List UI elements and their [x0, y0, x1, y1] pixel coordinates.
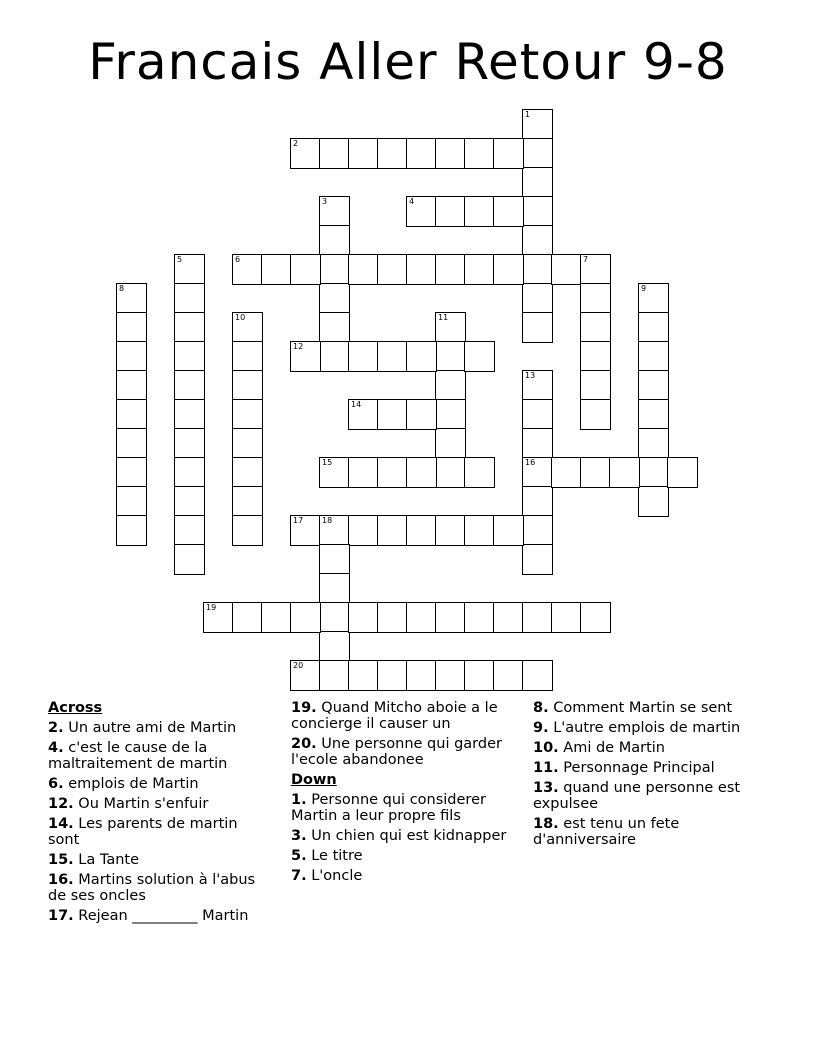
across-heading: Across	[48, 700, 103, 716]
down-clue	[533, 760, 773, 776]
clue-number: 10.	[533, 740, 559, 756]
grid-cell[interactable]	[175, 284, 204, 313]
grid-cell[interactable]	[523, 226, 552, 255]
clue-number: 8.	[533, 700, 549, 716]
down-clue	[291, 828, 516, 844]
grid-cell[interactable]	[494, 516, 523, 545]
grid-cell[interactable]	[436, 139, 465, 168]
grid-cell[interactable]	[639, 458, 668, 487]
down-clue	[533, 816, 773, 848]
down-clue	[291, 792, 516, 824]
grid-cell[interactable]	[320, 574, 349, 603]
grid-cell[interactable]	[639, 284, 668, 313]
grid-cell[interactable]	[465, 458, 494, 487]
grid-cell[interactable]	[117, 516, 146, 545]
grid-cell[interactable]	[233, 603, 262, 632]
grid-cell[interactable]	[349, 139, 378, 168]
grid-cell[interactable]	[175, 313, 204, 342]
cell-number: 20	[293, 661, 304, 670]
grid-cell[interactable]	[320, 139, 349, 168]
grid-cell[interactable]	[407, 197, 436, 226]
grid-cell[interactable]	[436, 371, 465, 400]
grid-cell[interactable]	[523, 487, 552, 516]
grid-cell[interactable]	[494, 139, 523, 168]
across-clue	[48, 872, 273, 904]
grid-cell[interactable]	[175, 255, 204, 284]
grid-cell[interactable]	[465, 516, 494, 545]
grid-cell[interactable]	[117, 313, 146, 342]
grid-cell[interactable]	[523, 255, 552, 284]
grid-cell[interactable]	[204, 603, 233, 632]
grid-cell[interactable]	[436, 342, 465, 371]
grid-cell[interactable]	[407, 603, 436, 632]
cell-number: 3	[322, 197, 328, 206]
grid-cell[interactable]	[291, 342, 320, 371]
grid-cell[interactable]	[117, 371, 146, 400]
grid-cell[interactable]	[233, 342, 262, 371]
grid-cell[interactable]	[291, 603, 320, 632]
grid-cell[interactable]	[349, 661, 378, 690]
clue-number: 3.	[291, 828, 307, 844]
clue-number: 16.	[48, 872, 74, 888]
grid-cell[interactable]	[175, 545, 204, 574]
clue-number: 9.	[533, 720, 549, 736]
cell-number: 11	[438, 313, 449, 322]
grid-cell[interactable]	[233, 371, 262, 400]
grid-cell[interactable]	[320, 255, 349, 284]
grid-cell[interactable]	[523, 197, 552, 226]
grid-cell[interactable]	[233, 313, 262, 342]
clues-column-2	[291, 700, 516, 888]
grid-cell[interactable]	[349, 255, 378, 284]
grid-cell[interactable]	[465, 661, 494, 690]
grid-cell[interactable]	[407, 342, 436, 371]
grid-cell[interactable]	[639, 429, 668, 458]
grid-cell[interactable]	[175, 400, 204, 429]
grid-cell[interactable]	[581, 284, 610, 313]
clue-text: quand une personne est expulsee	[533, 780, 741, 812]
clue-number: 4.	[48, 740, 64, 756]
grid-cell[interactable]	[233, 400, 262, 429]
clue-number: 7.	[291, 868, 307, 884]
grid-cell[interactable]	[320, 632, 349, 661]
cell-number: 6	[235, 255, 241, 264]
grid-cell[interactable]	[320, 313, 349, 342]
grid-cell[interactable]	[320, 516, 349, 545]
grid-cell[interactable]	[378, 661, 407, 690]
grid-cell[interactable]	[465, 342, 494, 371]
grid-cell[interactable]	[465, 139, 494, 168]
clue-number: 1.	[291, 792, 307, 808]
clue-text: Ou Martin s'enfuir	[73, 796, 209, 812]
across-clue	[48, 720, 273, 736]
clue-text: Martins solution à l'abus de ses oncles	[48, 872, 256, 904]
across-clue	[291, 736, 516, 768]
clue-number: 2.	[48, 720, 64, 736]
clue-number: 20.	[291, 736, 317, 752]
down-clue	[291, 848, 516, 864]
down-clue	[533, 780, 773, 812]
clue-number: 15.	[48, 852, 74, 868]
grid-cell[interactable]	[291, 255, 320, 284]
clue-number: 19.	[291, 700, 317, 716]
grid-cell[interactable]	[407, 458, 436, 487]
clue-text: est tenu un fete d'anniversaire	[533, 816, 680, 848]
clue-text: L'autre emplois de martin	[548, 720, 741, 736]
grid-cell[interactable]	[436, 255, 465, 284]
grid-cell[interactable]	[291, 139, 320, 168]
grid-cell[interactable]	[523, 139, 552, 168]
grid-cell[interactable]	[175, 487, 204, 516]
grid-cell[interactable]	[378, 603, 407, 632]
clue-text: Comment Martin se sent	[548, 700, 733, 716]
clue-number: 12.	[48, 796, 74, 812]
cell-number: 15	[322, 458, 333, 467]
clue-text: Quand Mitcho aboie a le concierge il causer un	[291, 700, 498, 732]
grid-cell[interactable]	[378, 458, 407, 487]
clue-number: 5.	[291, 848, 307, 864]
grid-cell[interactable]	[407, 139, 436, 168]
grid-cell[interactable]	[378, 139, 407, 168]
clue-text: emplois de Martin	[63, 776, 199, 792]
grid-cell[interactable]	[436, 400, 465, 429]
grid-cell[interactable]	[523, 516, 552, 545]
grid-cell[interactable]	[552, 255, 581, 284]
grid-cell[interactable]	[436, 197, 465, 226]
grid-cell[interactable]	[465, 255, 494, 284]
page-title: Francais Aller Retour 9-8	[88, 33, 728, 91]
clue-number: 6.	[48, 776, 64, 792]
grid-cell[interactable]	[523, 400, 552, 429]
cell-number: 17	[293, 516, 304, 525]
grid-cell[interactable]	[233, 255, 262, 284]
down-clue	[291, 868, 516, 884]
clue-number: 14.	[48, 816, 74, 832]
grid-cell[interactable]	[349, 342, 378, 371]
cell-number: 12	[293, 342, 304, 351]
cell-number: 4	[409, 197, 415, 206]
grid-cell[interactable]	[523, 313, 552, 342]
grid-cell[interactable]	[639, 342, 668, 371]
cell-number: 16	[525, 458, 536, 467]
cell-number: 7	[583, 255, 589, 264]
grid-cell[interactable]	[175, 429, 204, 458]
grid-cell[interactable]	[523, 371, 552, 400]
across-clue	[48, 816, 273, 848]
down-heading: Down	[291, 772, 337, 788]
grid-cell[interactable]	[523, 168, 552, 197]
grid-cell[interactable]	[349, 516, 378, 545]
grid-cell[interactable]	[581, 342, 610, 371]
cell-number: 1	[525, 110, 531, 119]
grid-cell[interactable]	[378, 516, 407, 545]
across-clue	[48, 908, 273, 924]
grid-cell[interactable]	[523, 661, 552, 690]
clue-text: Une personne qui garder l'ecole abandonee	[291, 736, 502, 768]
grid-cell[interactable]	[320, 545, 349, 574]
grid-cell[interactable]	[436, 429, 465, 458]
clue-text: La Tante	[73, 852, 140, 868]
grid-cell[interactable]	[523, 110, 552, 139]
down-clue	[533, 700, 773, 716]
clue-text: Personne qui considerer Martin a leur propre fils	[291, 792, 486, 824]
grid-cell[interactable]	[407, 516, 436, 545]
clue-text: Rejean _________ Martin	[73, 908, 249, 924]
cell-number: 10	[235, 313, 246, 322]
grid-cell[interactable]	[233, 516, 262, 545]
grid-cell[interactable]	[349, 400, 378, 429]
grid-cell[interactable]	[494, 197, 523, 226]
grid-cell[interactable]	[552, 603, 581, 632]
clues-column-1	[48, 700, 273, 928]
grid-cell[interactable]	[320, 458, 349, 487]
cell-number: 18	[322, 516, 333, 525]
clue-text: Un chien qui est kidnapper	[306, 828, 507, 844]
grid-cell[interactable]	[233, 487, 262, 516]
grid-cell[interactable]	[378, 400, 407, 429]
grid-cell[interactable]	[523, 429, 552, 458]
grid-cell[interactable]	[117, 284, 146, 313]
clue-number: 11.	[533, 760, 559, 776]
clue-number: 13.	[533, 780, 559, 796]
grid-cell[interactable]	[523, 458, 552, 487]
grid-cell[interactable]	[581, 603, 610, 632]
grid-cell[interactable]	[349, 603, 378, 632]
grid-cell[interactable]	[320, 661, 349, 690]
grid-cell[interactable]	[436, 516, 465, 545]
grid-cell[interactable]	[291, 661, 320, 690]
grid-cell[interactable]	[436, 458, 465, 487]
grid-cell[interactable]	[523, 284, 552, 313]
grid-cell[interactable]	[552, 458, 581, 487]
grid-cell[interactable]	[320, 197, 349, 226]
clue-text: c'est le cause de la maltraitement de martin	[48, 740, 228, 772]
grid-cell[interactable]	[465, 603, 494, 632]
grid-cell[interactable]	[291, 516, 320, 545]
cell-number: 13	[525, 371, 536, 380]
grid-cell[interactable]	[349, 458, 378, 487]
grid-cell[interactable]	[175, 458, 204, 487]
grid-cell[interactable]	[262, 255, 291, 284]
grid-cell[interactable]	[494, 661, 523, 690]
grid-cell[interactable]	[320, 342, 349, 371]
grid-cell[interactable]	[117, 487, 146, 516]
grid-cell[interactable]	[175, 371, 204, 400]
grid-cell[interactable]	[320, 603, 349, 632]
cell-number: 14	[351, 400, 362, 409]
clue-text: Les parents de martin sont	[48, 816, 238, 848]
cell-number: 9	[641, 284, 647, 293]
cell-number: 2	[293, 139, 299, 148]
cell-number: 19	[206, 603, 217, 612]
grid-cell[interactable]	[436, 603, 465, 632]
grid-cell[interactable]	[117, 342, 146, 371]
clue-number: 17.	[48, 908, 74, 924]
grid-cell[interactable]	[262, 603, 291, 632]
grid-cell[interactable]	[378, 342, 407, 371]
clue-number: 18.	[533, 816, 559, 832]
across-clue	[48, 776, 273, 792]
grid-cell[interactable]	[320, 284, 349, 313]
cell-number: 8	[119, 284, 125, 293]
grid-cell[interactable]	[523, 545, 552, 574]
clue-text: Ami de Martin	[558, 740, 665, 756]
grid-cell[interactable]	[639, 371, 668, 400]
clue-text: L'oncle	[306, 868, 363, 884]
grid-cell[interactable]	[117, 429, 146, 458]
grid-cell[interactable]	[581, 313, 610, 342]
grid-cell[interactable]	[436, 661, 465, 690]
grid-cell[interactable]	[610, 458, 639, 487]
grid-cell[interactable]	[407, 400, 436, 429]
across-clue	[291, 700, 516, 732]
clue-text: Un autre ami de Martin	[63, 720, 237, 736]
grid-cell[interactable]	[523, 603, 552, 632]
grid-cell[interactable]	[175, 516, 204, 545]
grid-cell[interactable]	[233, 458, 262, 487]
grid-cell[interactable]	[117, 400, 146, 429]
down-clue	[533, 740, 773, 756]
grid-cell[interactable]	[436, 313, 465, 342]
clue-text: Le titre	[306, 848, 363, 864]
grid-cell[interactable]	[639, 487, 668, 516]
grid-cell[interactable]	[668, 458, 697, 487]
clue-text: Personnage Principal	[558, 760, 715, 776]
grid-cell[interactable]	[175, 342, 204, 371]
grid-cell[interactable]	[320, 226, 349, 255]
grid-cell[interactable]	[494, 255, 523, 284]
across-clue	[48, 852, 273, 868]
grid-cell[interactable]	[581, 400, 610, 429]
grid-cell[interactable]	[581, 255, 610, 284]
grid-cell[interactable]	[233, 429, 262, 458]
cell-number: 5	[177, 255, 183, 264]
grid-cell[interactable]	[378, 255, 407, 284]
grid-cell[interactable]	[639, 313, 668, 342]
grid-cell[interactable]	[494, 603, 523, 632]
clues-column-3	[533, 700, 773, 852]
grid-cell[interactable]	[117, 458, 146, 487]
across-clue	[48, 796, 273, 812]
grid-cell[interactable]	[407, 661, 436, 690]
down-clue	[533, 720, 773, 736]
across-clue	[48, 740, 273, 772]
grid-cell[interactable]	[465, 197, 494, 226]
grid-cell[interactable]	[581, 458, 610, 487]
grid-cell[interactable]	[407, 255, 436, 284]
grid-cell[interactable]	[581, 371, 610, 400]
grid-cell[interactable]	[639, 400, 668, 429]
